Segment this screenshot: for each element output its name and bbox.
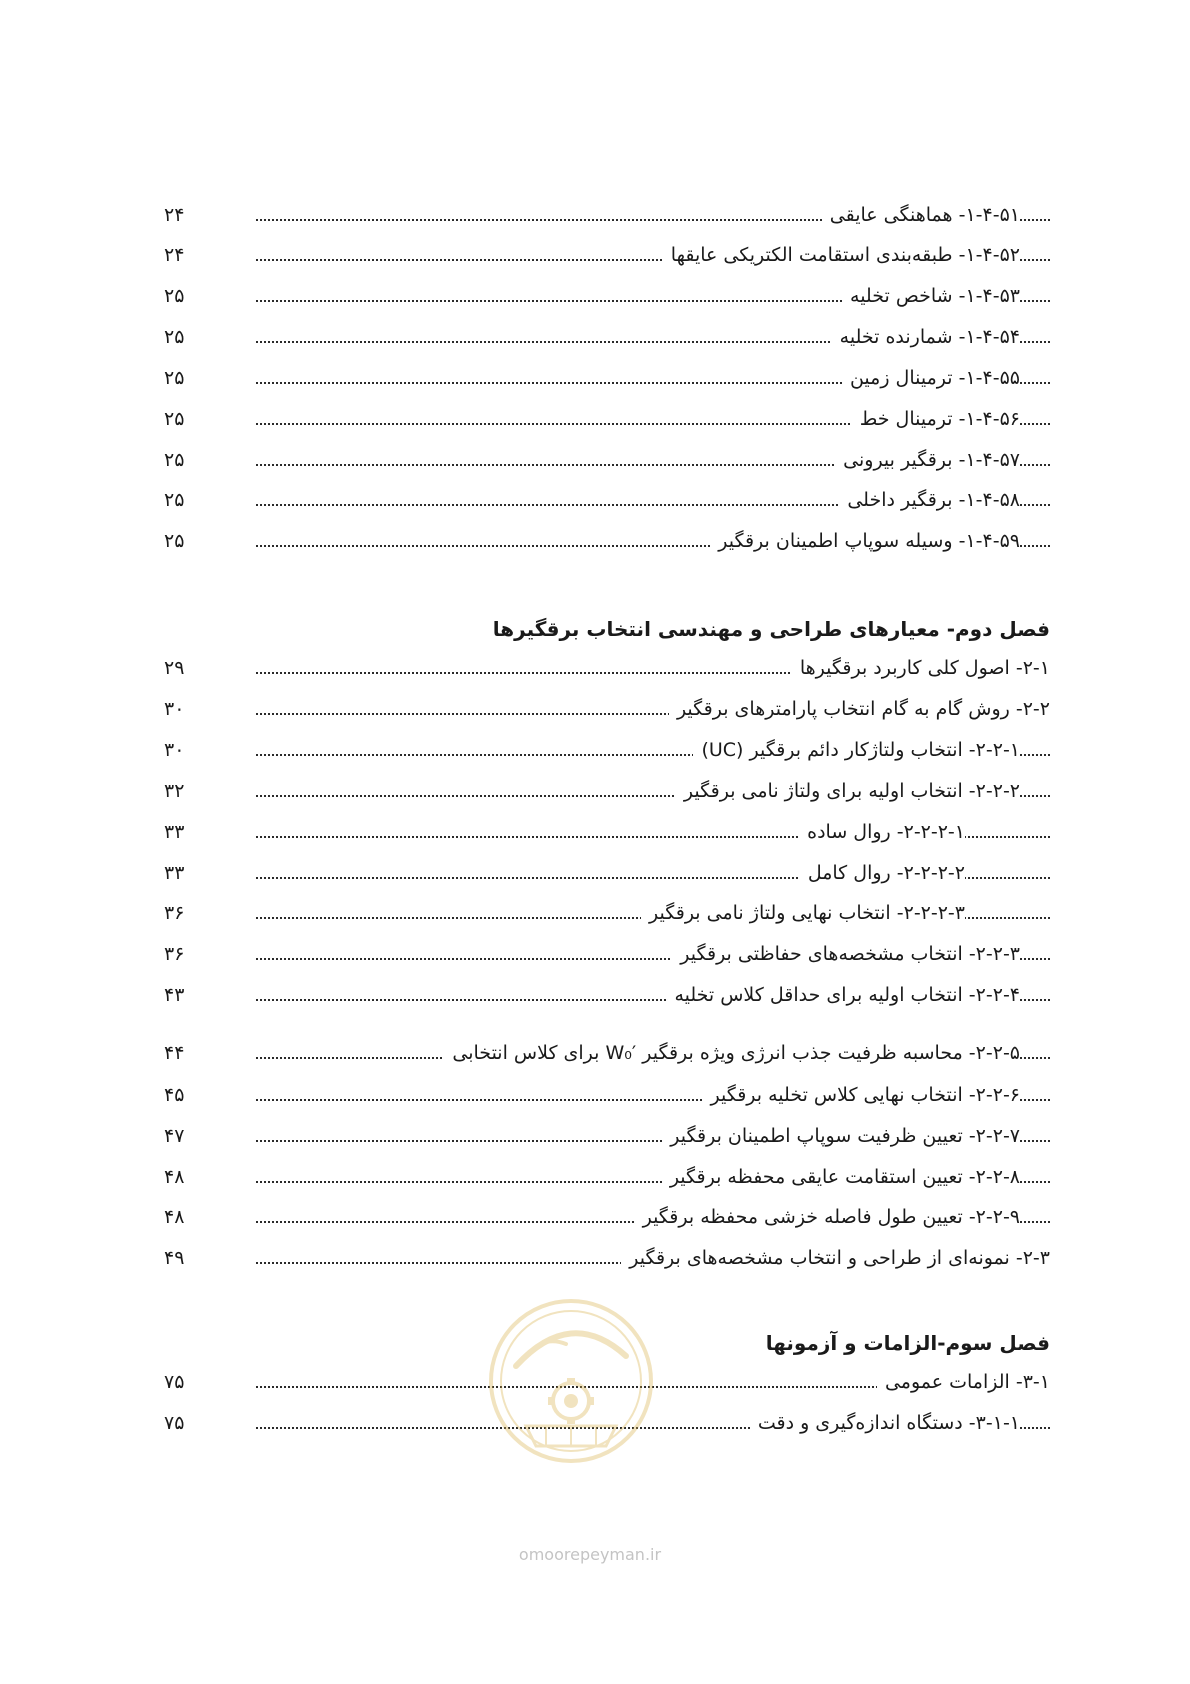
toc-page-number: ۲۴ [164, 204, 185, 226]
toc-entry[interactable] [150, 1119, 1050, 1153]
toc-page-number: ۴۵ [164, 1084, 185, 1106]
toc-entry-title: ۱-۴-۵۶- ترمینال خط [852, 402, 1020, 436]
toc-entry-title: ۲-۲-۴- انتخاب اولیه برای حداقل کلاس تخلیه [666, 978, 1020, 1012]
toc-page-number: ۳۳ [164, 821, 185, 843]
toc-entry[interactable] [150, 978, 1050, 1012]
toc-entry-title: ۲-۱- اصول کلی کاربرد برقگیرها [792, 651, 1050, 685]
toc-entry[interactable] [150, 1200, 1050, 1234]
toc-entry-title: ۲-۲- روش گام به گام انتخاب پارامترهای برقگیر [669, 692, 1050, 726]
watermark-site: omoorepeyman.ir [518, 1545, 662, 1564]
toc-entry-title: ۱-۴-۵۲- طبقه‌بندی استقامت الکتریکی عایقها [663, 238, 1020, 272]
toc-entry-title: ۲-۲-۸- تعیین استقامت عایقی محفظه برقگیر [662, 1160, 1020, 1194]
toc-page-number: ۲۹ [164, 657, 185, 679]
toc-entry-title: ۲-۲-۲-۲- روال کامل [800, 856, 965, 890]
toc-entry-title: ۲-۲-۶- انتخاب نهایی کلاس تخلیه برقگیر [703, 1078, 1020, 1112]
toc-entry[interactable] [150, 524, 1050, 558]
toc-entry-title: ۱-۴-۵۴- شمارنده تخلیه [832, 320, 1020, 354]
toc-entry-title: ۲-۲-۳- انتخاب مشخصه‌های حفاظتی برقگیر [672, 937, 1020, 971]
toc-entry[interactable] [150, 815, 1050, 849]
toc-entry-title: ۱-۴-۵۵- ترمینال زمین [842, 361, 1020, 395]
toc-page-number: ۳۲ [164, 780, 185, 802]
toc-entry-title: ۱-۴-۵۱- هماهنگی عایقی [822, 198, 1020, 232]
toc-page-number: ۴۸ [164, 1206, 185, 1228]
toc-page-number: ۳۰ [164, 739, 185, 761]
toc-entry-title: ۳-۱- الزامات عمومی [877, 1365, 1050, 1399]
toc-page-number: ۳۳ [164, 862, 185, 884]
toc-entry-title: ۲-۲-۲- انتخاب اولیه برای ولتاژ نامی برقگیر [676, 774, 1020, 808]
toc-entry[interactable] [150, 692, 1050, 726]
toc-page-number: ۴۷ [164, 1125, 185, 1147]
toc-page-number: ۷۵ [164, 1371, 185, 1393]
toc-entry-title: ۱-۴-۵۷- برقگیر بیرونی [835, 443, 1020, 477]
toc-entry-title: ۲-۲-۹- تعیین طول فاصله خزشی محفظه برقگیر [635, 1200, 1020, 1234]
toc-page-number: ۴۴ [164, 1042, 185, 1064]
toc-page-number: ۲۵ [164, 489, 185, 511]
toc-page-number: ۲۵ [164, 367, 185, 389]
toc-entry[interactable] [150, 402, 1050, 436]
toc-page-number: ۴۹ [164, 1247, 185, 1269]
toc-entry[interactable] [150, 1078, 1050, 1112]
toc-entry-title: ۱-۴-۵۳- شاخص تخلیه [842, 279, 1020, 313]
toc-entry[interactable] [150, 198, 1050, 232]
toc-entry[interactable] [150, 443, 1050, 477]
toc-page-number: ۲۵ [164, 530, 185, 552]
toc-entry-title: ۲-۲-۵- محاسبه ظرفیت جذب انرژی ویژه برقگیر W₀′ برای کلاس انتخابی [444, 1036, 1020, 1070]
toc-page-number: ۷۵ [164, 1412, 185, 1434]
toc-entry[interactable] [150, 279, 1050, 313]
toc-entry[interactable] [150, 937, 1050, 971]
toc-entry[interactable] [150, 1036, 1050, 1070]
toc-page-number: ۴۳ [164, 984, 185, 1006]
toc-entry[interactable] [150, 1241, 1050, 1275]
toc-entry-title: ۲-۲-۱- انتخاب ولتاژکار دائم برقگیر (UC) [693, 733, 1020, 767]
toc-page-number: ۲۴ [164, 244, 185, 266]
toc-entry-title: ۱-۴-۵۹- وسیله سوپاپ اطمینان برقگیر [710, 524, 1020, 558]
toc-page-number: ۳۶ [164, 943, 185, 965]
toc-entry[interactable] [150, 733, 1050, 767]
toc-entry[interactable] [150, 896, 1050, 930]
toc-entry-title: ۳-۱-۱- دستگاه اندازه‌گیری و دقت [750, 1406, 1020, 1440]
toc-entry-title: ۲-۳- نمونه‌ای از طراحی و انتخاب مشخصه‌های برقگیر [621, 1241, 1050, 1275]
toc-entry-title: ۲-۲-۷- تعیین ظرفیت سوپاپ اطمینان برقگیر [662, 1119, 1020, 1153]
toc-entry[interactable] [150, 320, 1050, 354]
toc-page-number: ۳۰ [164, 698, 185, 720]
toc-entry[interactable] [150, 651, 1050, 685]
toc-page-number: ۲۵ [164, 326, 185, 348]
toc-entry[interactable] [150, 1160, 1050, 1194]
watermark-logo-icon [486, 1296, 656, 1466]
chapter-heading[interactable]: فصل سوم-الزامات و آزمونها [765, 1331, 1050, 1355]
chapter-heading[interactable]: فصل دوم- معیارهای طراحی و مهندسی انتخاب برقگیرها [492, 617, 1050, 641]
toc-entry[interactable] [150, 483, 1050, 517]
toc-entry-title: ۲-۲-۲-۳- انتخاب نهایی ولتاژ نامی برقگیر [641, 896, 965, 930]
toc-page-number: ۲۵ [164, 449, 185, 471]
toc-page-number: ۳۶ [164, 902, 185, 924]
toc-entry-title: ۲-۲-۲-۱- روال ساده [799, 815, 965, 849]
toc-entry-title: ۱-۴-۵۸- برقگیر داخلی [839, 483, 1020, 517]
toc-page-number: ۲۵ [164, 285, 185, 307]
toc-entry[interactable] [150, 856, 1050, 890]
toc-entry[interactable] [150, 774, 1050, 808]
toc-page-number: ۴۸ [164, 1166, 185, 1188]
toc-entry[interactable] [150, 238, 1050, 272]
toc-entry[interactable] [150, 361, 1050, 395]
toc-page-number: ۲۵ [164, 408, 185, 430]
